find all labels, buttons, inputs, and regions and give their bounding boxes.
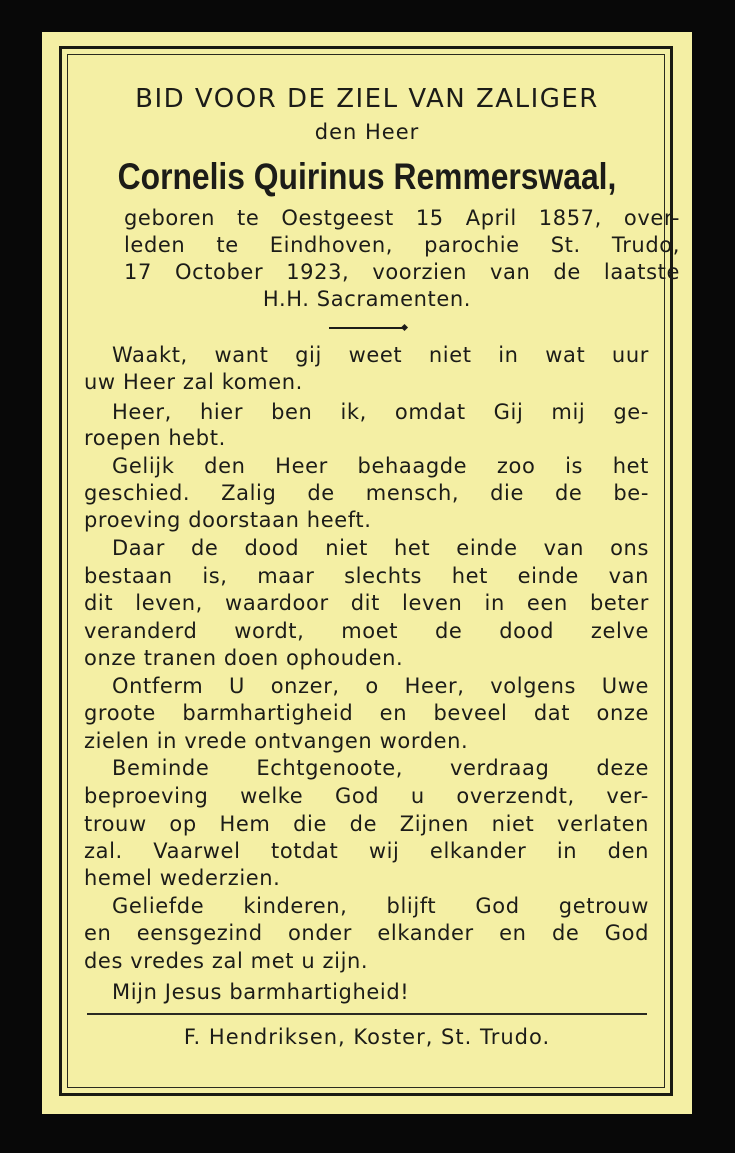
prayer-line: Ontferm U onzer, o Heer, volgens Uwe xyxy=(112,674,649,698)
prayer-line: roepen hebt. xyxy=(84,426,226,450)
bio-line: H.H. Sacramenten. xyxy=(262,287,472,311)
card-heading: BID VOOR DE ZIEL VAN ZALIGER xyxy=(135,84,599,114)
prayer-line: zielen in vrede ontvangen worden. xyxy=(84,729,469,753)
prayer-line: proeving doorstaan heeft. xyxy=(84,508,372,532)
bio-line: 17 October 1923, voorzien van de laatste xyxy=(124,260,680,284)
prayer-line: groote barmhartigheid en beveel dat onze xyxy=(84,701,649,725)
prayer-line: des vredes zal met u zijn. xyxy=(84,949,369,973)
deceased-name: Cornelis Quirinus Remmerswaal, xyxy=(117,156,617,197)
card-subheading: den Heer xyxy=(314,120,420,144)
prayer-line: en eensgezind onder elkander en de God xyxy=(84,921,649,945)
prayer-line: zal. Vaarwel totdat wij elkander in den xyxy=(84,839,649,863)
prayer-line: hemel wederzien. xyxy=(84,866,281,890)
bio-line: leden te Eindhoven, parochie St. Trudo, xyxy=(124,233,680,257)
prayer-line: beproeving welke God u overzendt, ver- xyxy=(84,784,649,808)
prayer-line: Daar de dood niet het einde van ons xyxy=(112,536,649,560)
footer-divider xyxy=(87,1013,647,1015)
prayer-line: Waakt, want gij weet niet in wat uur xyxy=(112,343,649,367)
prayer-line: dit leven, waardoor dit leven in een beter xyxy=(84,591,649,615)
closing-invocation: Mijn Jesus barmhartigheid! xyxy=(112,980,410,1004)
prayer-line: Heer, hier ben ik, omdat Gij mij ge- xyxy=(112,400,649,424)
bio-line: geboren te Oestgeest 15 April 1857, over- xyxy=(124,206,680,230)
memorial-card xyxy=(42,32,692,1114)
prayer-line: onze tranen doen ophouden. xyxy=(84,646,404,670)
prayer-line: geschied. Zalig de mensch, die de be- xyxy=(84,481,649,505)
prayer-line: uw Heer zal komen. xyxy=(84,370,303,394)
prayer-line: Gelijk den Heer behaagde zoo is het xyxy=(112,454,649,478)
ornamental-divider xyxy=(329,327,404,329)
prayer-line: bestaan is, maar slechts het einde van xyxy=(84,564,649,588)
prayer-line: Geliefde kinderen, blijft God getrouw xyxy=(112,894,649,918)
prayer-line: Beminde Echtgenoote, verdraag deze xyxy=(112,756,649,780)
prayer-line: trouw op Hem die de Zijnen niet verlaten xyxy=(84,812,649,836)
prayer-line: veranderd wordt, moet de dood zelve xyxy=(84,619,649,643)
printer-credit: F. Hendriksen, Koster, St. Trudo. xyxy=(183,1025,551,1049)
